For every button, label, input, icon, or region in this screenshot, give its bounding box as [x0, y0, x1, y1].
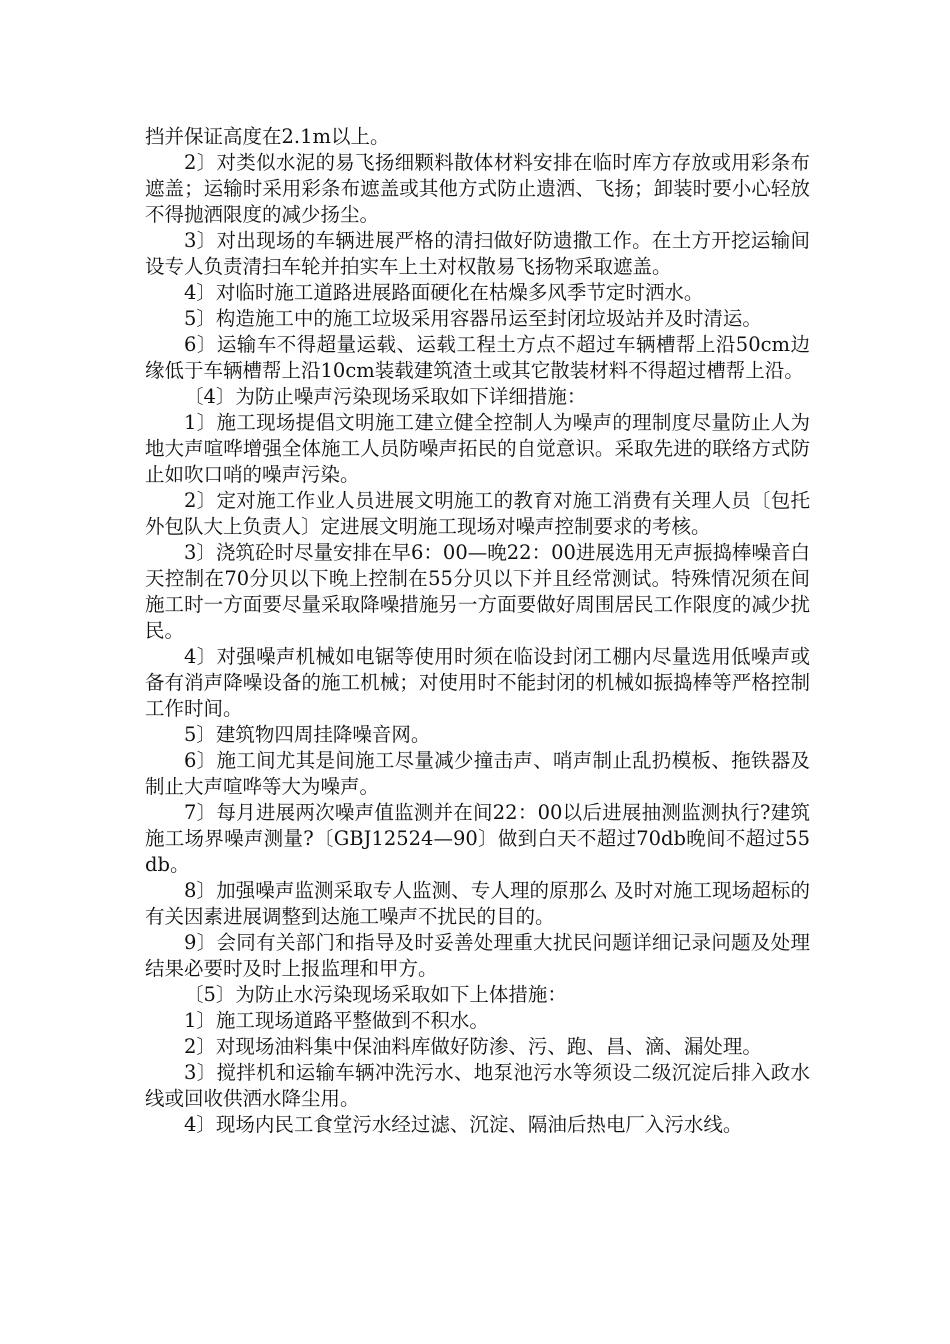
paragraph: 2〕定对施工作业人员进展文明施工的教育对施工消费有关理人员〔包托外包队大上负责人〕定进展文明施工现场对噪声控制要求的考核。 [145, 489, 810, 538]
paragraph: 4〕现场内民工食堂污水经过滤、沉淀、隔油后热电厂入污水线。 [184, 1113, 743, 1136]
paragraph: 6〕施工间尤其是间施工尽量减少撞击声、哨声制止乱扔模板、拖铁器及制止大声喧哗等大为噪声。 [145, 749, 810, 798]
paragraph: 4〕对强噪声机械如电锯等使用时须在临设封闭工棚内尽量选用低噪声或备有消声降噪设备的施工机械；对使用时不能封闭的机械如振捣棒等严格控制工作时间。 [145, 645, 810, 720]
paragraph: 3〕搅拌机和运输车辆冲洗污水、地泵池污水等须设二级沉淀后排入政水线或回收供洒水降尘用。 [145, 1061, 810, 1110]
paragraph: 9〕会同有关部门和指导及时妥善处理重大扰民问题详细记录问题及处理结果必要时及时上报监理和甲方。 [145, 931, 810, 980]
paragraph: 4〕对临时施工道路进展路面硬化在枯燥多风季节定时洒水。 [184, 281, 704, 304]
paragraph: 8〕加强噪声监测采取专人监测、专人理的原那么 及时对施工现场超标的有关因素进展调整到达施工噪声不扰民的目的。 [145, 879, 810, 928]
paragraph: 3〕浇筑砼时尽量安排在早6：00—晚22：00进展选用无声振捣棒噪音白天控制在70分贝以下晚上控制在55分贝以下并且经常测试。特殊情况须在间施工时一方面要尽量采取降噪措施另一方面要做好周围居民工作限度的减少扰民。 [145, 541, 810, 642]
paragraph: 5〕建筑物四周挂降噪音网。 [184, 723, 431, 746]
paragraph: 1〕施工现场道路平整做到不积水。 [184, 1009, 489, 1032]
paragraph: 5〕构造施工中的施工垃圾采用容器吊运至封闭垃圾站并及时清运。 [184, 307, 762, 330]
paragraph: 1〕施工现场提倡文明施工建立健全控制人为噪声的理制度尽量防止人为地大声喧哗增强全体施工人员防噪声拓民的自觉意识。采取先进的联络方式防止如吹口哨的噪声污染。 [145, 411, 810, 486]
paragraph: 2〕对现场油料集中保油料库做好防渗、污、跑、昌、滴、漏处理。 [184, 1035, 762, 1058]
paragraph: 2〕对类似水泥的易飞扬细颗料散体材料安排在临时库方存放或用彩条布遮盖；运输时采用彩条布遮盖或其他方式防止遗洒、飞扬；卸装时要小心轻放不得抛洒限度的减少扬尘。 [145, 151, 810, 226]
document-page [145, 124, 810, 1138]
paragraph: 6〕运输车不得超量运载、运载工程土方点不超过车辆槽帮上沿50cm边缘低于车辆槽帮上沿10cm装载建筑渣土或其它散装材料不得超过槽帮上沿。 [145, 333, 810, 382]
paragraph: 7〕每月进展两次噪声值监测并在间22：00以后进展抽测监测执行?建筑施工场界噪声测量?〔GBJ12524—90〕做到白天不超过70db晚间不超过55db。 [145, 801, 810, 876]
paragraph: 3〕对出现场的车辆进展严格的清扫做好防遗撒工作。在土方开挖运输间设专人负责清扫车轮并拍实车上土对权散易飞扬物采取遮盖。 [145, 229, 810, 278]
paragraph-continuation: 挡并保证高度在2.1m以上。 [145, 125, 390, 148]
section-heading: 〔5〕为防止水污染现场采取如下上体措施： [184, 983, 567, 1006]
section-heading: 〔4〕为防止噪声污染现场采取如下详细措施： [184, 385, 587, 408]
